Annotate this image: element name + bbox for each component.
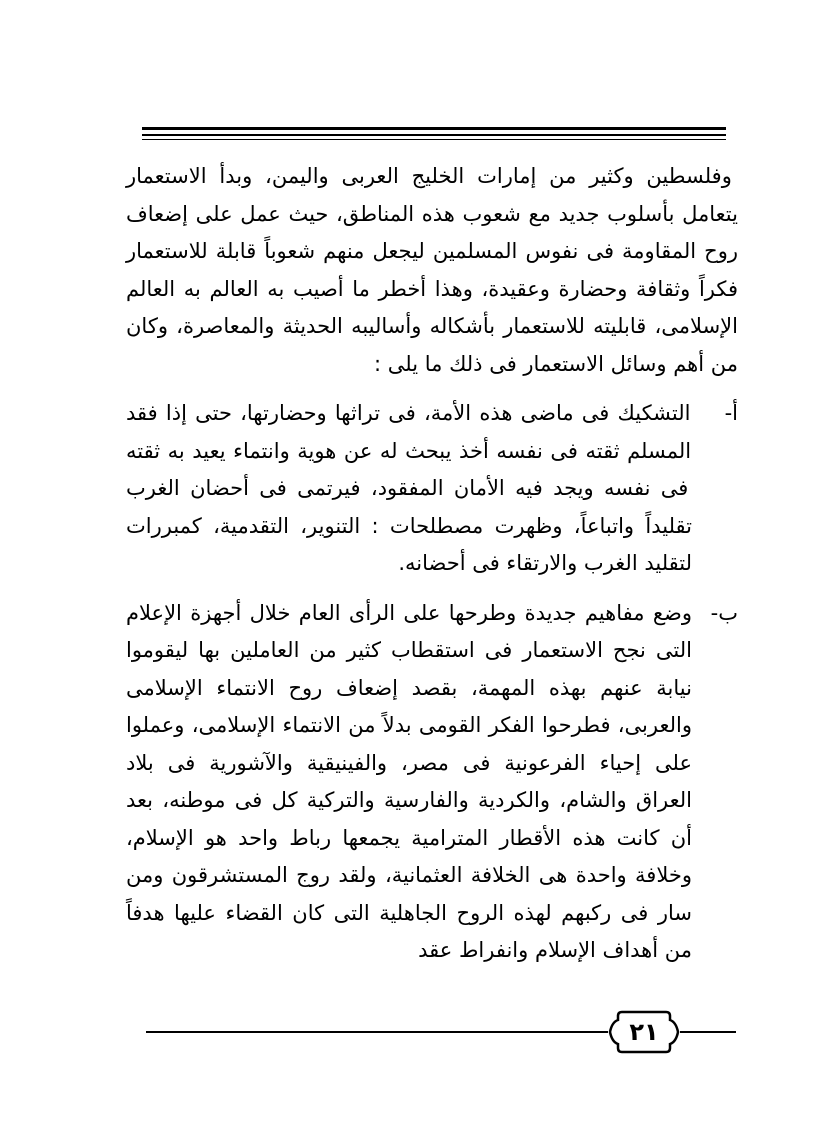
header-rule-thin <box>142 139 726 140</box>
list-item-alef <box>126 395 738 583</box>
text-line: للاستعمار فكراً وثقافة وحضارة وعقيدة، وهذا أخطر ما أصيب به <box>126 239 739 301</box>
intro-paragraph <box>126 158 738 383</box>
list-item-body <box>126 395 692 583</box>
text-line: العالم به العالم الإسلامى، قابليته للاستعمار بأشكاله وأساليبه الحديثة <box>126 276 738 338</box>
text-line: رباط واحد هو الإسلام، وخلافة واحدة هى الخلافة العثمانية، <box>126 825 692 887</box>
body-text <box>126 158 738 970</box>
text-line: والآشورية فى بلاد العراق والشام، والكردية والفارسية والتركية <box>126 750 692 812</box>
text-line: كل فى موطنه، بعد أن كانت هذه الأقطار المترامية يجمعها <box>126 788 692 850</box>
text-line: إضعاف روح المقاومة فى نفوس المسلمين ليجعل منهم شعوباً قابلة <box>126 201 738 263</box>
text-line: المسلم ثقته فى نفسه أخذ يبحث له عن هوية وانتماء يعيد به ثقته <box>126 438 692 463</box>
text-line: يتعامل بأسلوب جديد مع شعوب هذه المناطق، حيث عمل على <box>187 201 738 226</box>
text-line: وضع مفاهيم جديدة وطرحها على الرأى العام خلال أجهزة <box>181 600 692 625</box>
text-line: الإعلام التى نجح الاستعمار فى استقطاب كثير من العاملين بها <box>126 600 692 662</box>
text-line: الإسلامى والعربى، فطرحوا الفكر القومى بدلاً من الانتماء <box>126 675 692 737</box>
header-rule-medium <box>142 134 726 136</box>
list-marker: أ- <box>724 401 738 425</box>
text-line: كمبررات لتقليد الغرب والارتقاء فى أحضانه. <box>126 513 692 575</box>
list-item-ba <box>126 595 738 970</box>
text-line: ولقد روج المستشرقون ومن سار فى ركبهم لهذه الروح الجاهلية <box>126 863 692 925</box>
page-number: ٢١ <box>629 1018 659 1046</box>
text-line: وفلسطين وكثير من إمارات الخليج العربى واليمن، وبدأ الاستعمار <box>126 164 732 188</box>
text-line: فى نفسه ويجد فيه الأمان المفقود، فيرتمى فى أحضان الغرب <box>126 476 689 500</box>
text-line: ليقوموا نيابة عنهم بهذه المهمة، بقصد إضعاف روح الانتماء <box>126 638 692 700</box>
header-rule-thick <box>142 127 726 130</box>
list-item-body <box>126 595 692 970</box>
text-line: الإسلامى، وعملوا على إحياء الفرعونية فى مصر، والفينيقية <box>126 713 692 775</box>
list-marker: ب- <box>710 600 738 625</box>
text-line: التشكيك فى ماضى هذه الأمة، فى تراثها وحضارتها، حتى إذا فقد <box>126 401 691 425</box>
footer-rule-right <box>680 1031 736 1033</box>
page-footer <box>0 1008 817 1058</box>
footer-rule-left <box>146 1031 608 1033</box>
text-line: التى كان القضاء عليها هدفاً من أهداف الإسلام وانفراط عقد <box>126 900 692 962</box>
text-line: والمعاصرة، وكان من أهم وسائل الاستعمار فى ذلك ما يلى : <box>126 314 738 376</box>
text-line: تقليداً واتباعاً، وظهرت مصطلحات : التنوير، التقدمية، <box>201 513 692 538</box>
